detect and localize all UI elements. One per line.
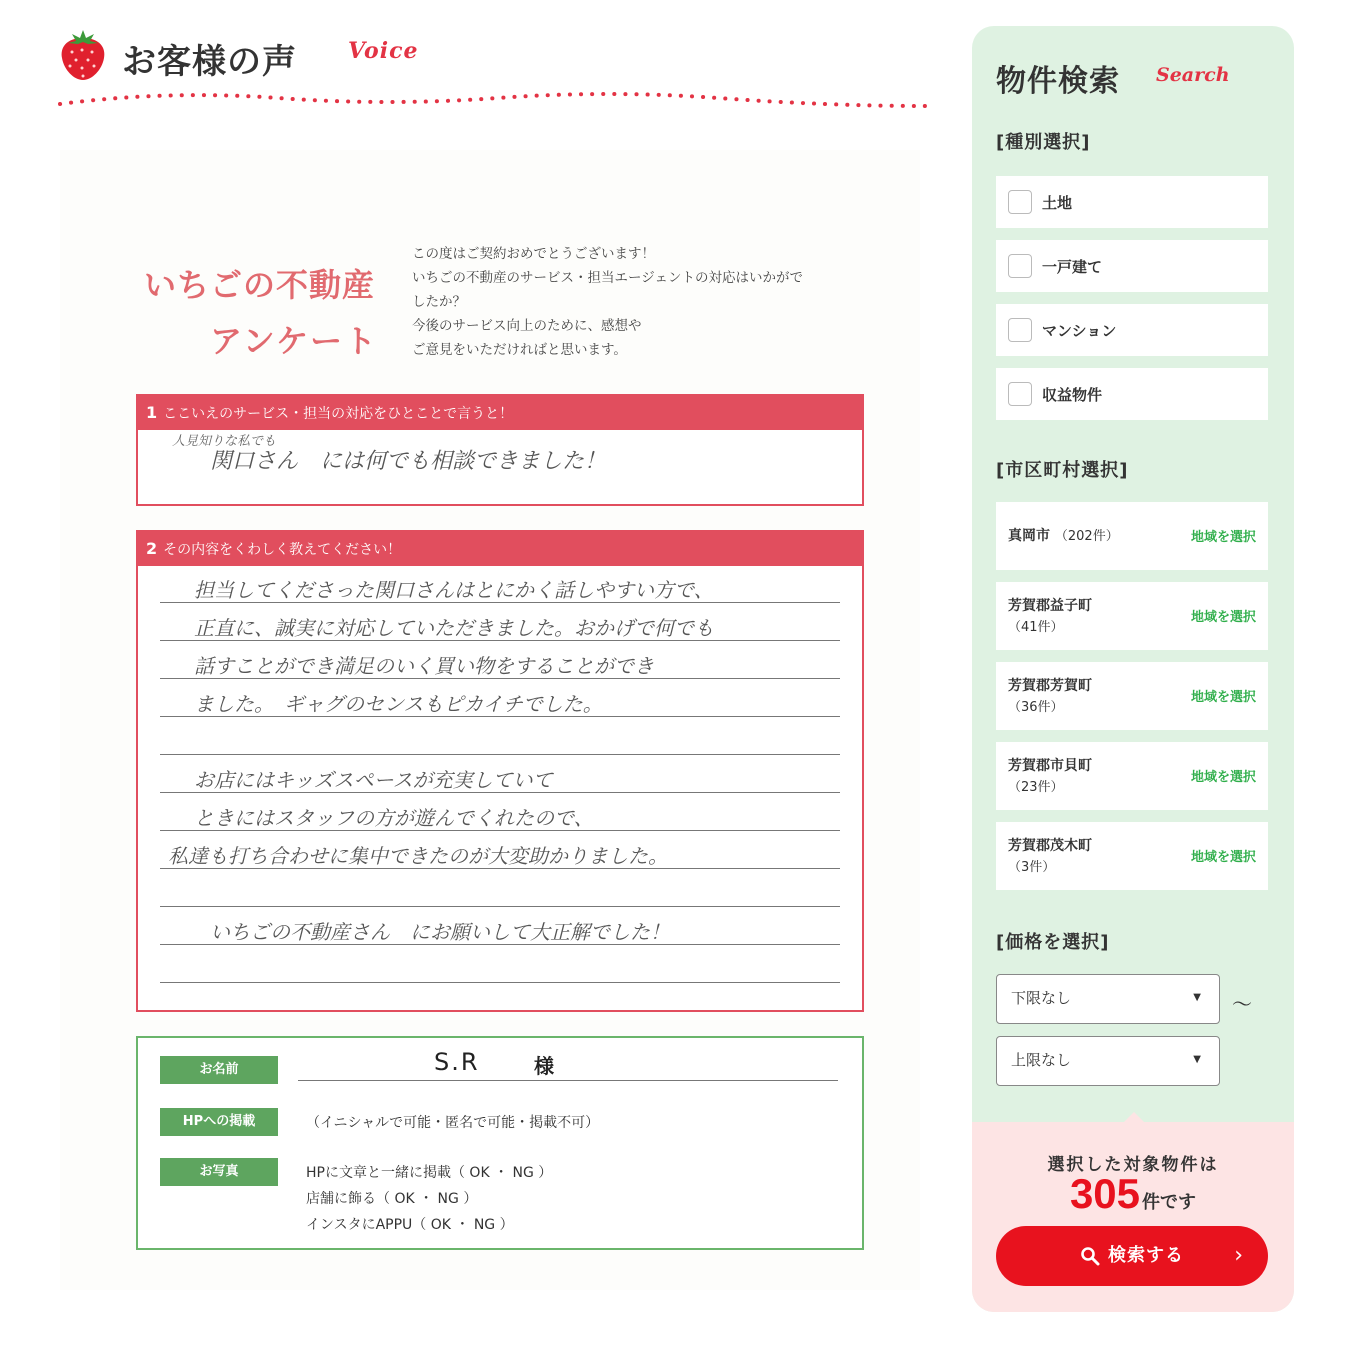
select-area-link[interactable]: 地域を選択 (1190, 850, 1256, 865)
result-count: 305 (1069, 1170, 1141, 1217)
checkbox[interactable] (1008, 190, 1032, 214)
result-summary (972, 1122, 1294, 1312)
page-header (58, 26, 928, 116)
page-subtitle: Voice (348, 38, 419, 64)
type-option-label: マンション (1042, 321, 1117, 340)
survey-logo-line1: いちごの不動産 (144, 266, 376, 304)
area-item (996, 582, 1268, 650)
question-number: 2 (146, 539, 158, 558)
type-option-label: 収益物件 (1042, 385, 1103, 404)
handwritten-line: 正直に、誠実に対応していただきました。おかげで何でも (194, 616, 714, 640)
handwritten-line: 話すことができ満足のいく買い物をすることができ (194, 654, 654, 678)
area-name-text: 芳賀郡茂木町 (1008, 838, 1092, 854)
survey-intro (412, 242, 852, 362)
customer-name-suffix: 様 (534, 1054, 554, 1078)
type-section-heading: [種別選択] (996, 132, 1091, 153)
survey-sheet-image (60, 150, 920, 1290)
ruled-answer-area (160, 566, 840, 1000)
search-icon (1080, 1246, 1100, 1266)
page-title: お客様の声 (122, 42, 297, 82)
area-name-text: 芳賀郡市貝町 (1008, 758, 1092, 774)
dotted-wave-divider (58, 84, 928, 114)
type-option-mansion[interactable] (996, 304, 1268, 356)
area-count: （36件） (1008, 700, 1064, 715)
range-tilde: 〜 (1232, 992, 1252, 1016)
checkbox[interactable] (1008, 382, 1032, 406)
intro-line: したか？ (412, 294, 466, 310)
type-option-land[interactable] (996, 176, 1268, 228)
select-area-link[interactable]: 地域を選択 (1190, 610, 1256, 625)
select-area-link[interactable]: 地域を選択 (1190, 770, 1256, 785)
chevron-right-icon: › (1234, 1243, 1244, 1268)
search-button-label: 検索する (1108, 1245, 1184, 1266)
intro-line: いちごの不動産のサービス・担当エージェントの対応はいかがで (412, 270, 803, 286)
handwritten-line: ました。 ギャグのセンスもピカイチでした。 (194, 692, 603, 716)
area-count: （202件） (1054, 529, 1119, 544)
area-name-text: 真岡市 (1008, 528, 1050, 544)
question-text: ここいえのサービス・担当の対応をひとことで言うと！ (163, 406, 514, 422)
area-name (1008, 756, 1168, 798)
area-name (1008, 596, 1168, 638)
intro-line: 今後のサービス向上のために、感想や (412, 318, 642, 334)
result-unit: 件です (1142, 1192, 1197, 1213)
area-section-heading: [市区町村選択] (996, 460, 1129, 481)
area-count: （3件） (1008, 860, 1056, 875)
price-min-select[interactable] (996, 974, 1220, 1024)
handwritten-line: 私達も打ち合わせに集中できたのが大変助かりました。 (168, 844, 668, 868)
question-2-header (138, 532, 862, 566)
handwritten-answer-small: 人見知りな私でも (172, 434, 277, 449)
select-area-link[interactable]: 地域を選択 (1190, 690, 1256, 705)
price-max-value: 上限なし (1011, 1051, 1072, 1069)
type-option-investment[interactable] (996, 368, 1268, 420)
handwritten-line: ときにはスタッフの方が遊んでくれたので、 (194, 806, 594, 830)
handwritten-answer: 関口さん には何でも相談できました！ (210, 449, 607, 474)
search-panel-title: 物件検索 (996, 64, 1120, 99)
area-name (1008, 836, 1168, 878)
strawberry-icon (58, 26, 108, 82)
area-count: （41件） (1008, 620, 1064, 635)
area-name-text: 芳賀郡芳賀町 (1008, 678, 1092, 694)
name-tag: お名前 (160, 1056, 278, 1084)
question-1-box (136, 394, 864, 506)
type-option-label: 一戸建て (1042, 257, 1103, 276)
select-area-link[interactable]: 地域を選択 (1190, 530, 1256, 545)
result-count-line (972, 1170, 1294, 1218)
area-item (996, 502, 1268, 570)
photo-option-line: 店舗に飾る（ OK ・ NG ） (306, 1191, 478, 1207)
customer-info-box (136, 1036, 864, 1250)
photo-tag: お写真 (160, 1158, 278, 1186)
intro-line: ご意見をいただければと思います。 (412, 342, 627, 358)
price-max-select[interactable] (996, 1036, 1220, 1086)
handwritten-line: 担当してくださった関口さんはとにかく話しやすい方で、 (194, 578, 714, 602)
price-section-heading: [価格を選択] (996, 932, 1110, 953)
question-1-header (138, 396, 862, 430)
caret-down-icon: ▼ (1193, 1054, 1201, 1065)
area-count: （23件） (1008, 780, 1064, 795)
area-item (996, 822, 1268, 890)
price-min-value: 下限なし (1011, 989, 1072, 1007)
handwritten-line: いちごの不動産さん にお願いして大正解でした！ (210, 920, 670, 944)
search-panel-subtitle: Search (1156, 64, 1230, 86)
type-option-label: 土地 (1042, 193, 1073, 212)
checkbox[interactable] (1008, 254, 1032, 278)
area-name-text: 芳賀郡益子町 (1008, 598, 1092, 614)
area-name (1008, 676, 1168, 718)
property-search-panel (972, 26, 1294, 1312)
area-name (1008, 526, 1168, 547)
area-item (996, 742, 1268, 810)
result-label: 選択した対象物件は (1047, 1155, 1219, 1175)
search-button[interactable] (996, 1226, 1268, 1286)
handwritten-line: お店にはキッズスペースが充実していて (194, 768, 553, 792)
caret-down-icon: ▼ (1193, 992, 1201, 1003)
type-option-house[interactable] (996, 240, 1268, 292)
survey-logo-line2: アンケート (210, 322, 379, 360)
name-underline (298, 1080, 838, 1081)
question-2-box (136, 530, 864, 1012)
hp-tag: HPへの掲載 (160, 1108, 278, 1136)
question-number: 1 (146, 403, 158, 422)
photo-option-line: HPに文章と一緒に掲載（ OK ・ NG ） (306, 1165, 553, 1181)
photo-option-line: インスタにAPPU（ OK ・ NG ） (306, 1217, 514, 1233)
checkbox[interactable] (1008, 318, 1032, 342)
question-text: その内容をくわしく教えてください！ (163, 542, 402, 558)
customer-name: S.R (434, 1048, 480, 1076)
intro-line: この度はご契約おめでとうございます！ (412, 246, 655, 262)
hp-options: （イニシャルで可能・匿名で可能・掲載不可） (306, 1115, 600, 1131)
area-item (996, 662, 1268, 730)
